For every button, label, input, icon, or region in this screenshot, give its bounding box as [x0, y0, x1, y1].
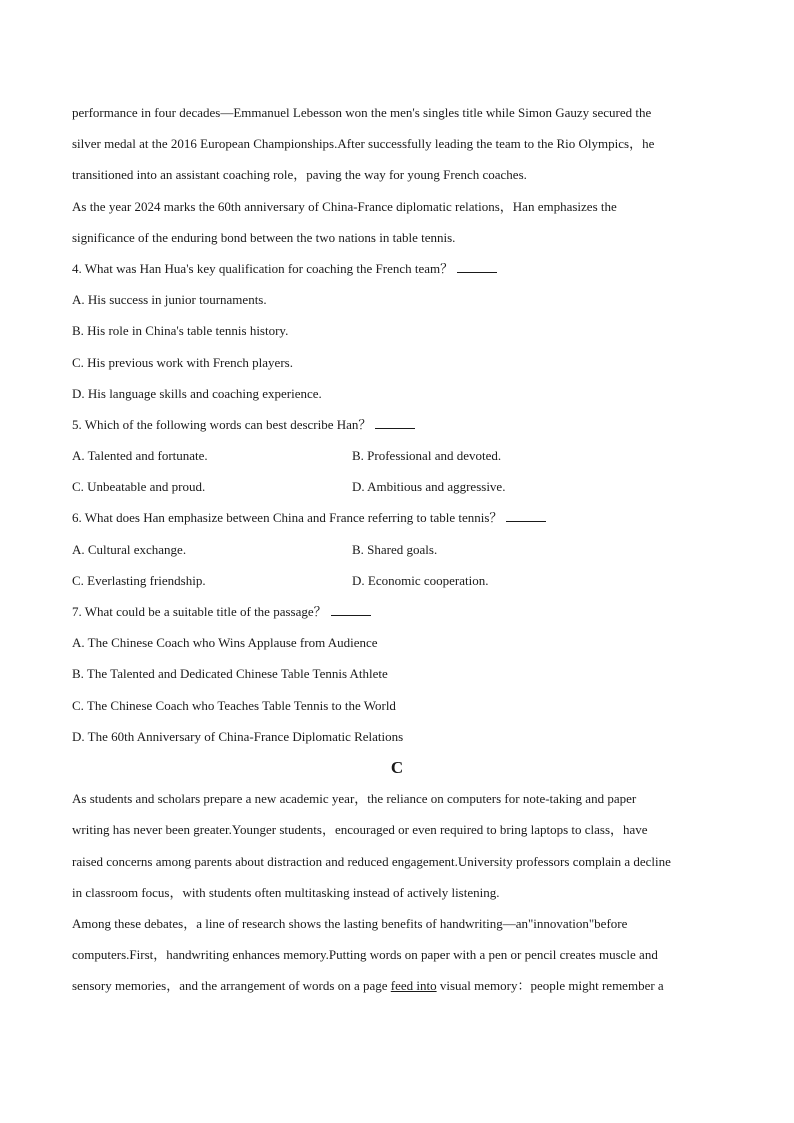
paragraph-line: performance in four decades—Emmanuel Lebesson won the men's singles title while Simon Gauzy secured the: [72, 105, 652, 120]
option: B. The Talented and Dedicated Chinese Table Tennis Athlete: [72, 666, 388, 682]
option: D. Ambitious and aggressive.: [352, 479, 506, 495]
option: A. His success in junior tournaments.: [72, 292, 267, 308]
option: C. Unbeatable and proud.: [72, 479, 206, 495]
paragraph-line: writing has never been greater.Younger students，encouraged or even required to bring laptops to class，have: [72, 822, 648, 838]
question-4: [72, 256, 722, 287]
question-7: [72, 599, 722, 630]
question-stem: 4. What was Han Hua's key qualification for coaching the French team？: [72, 260, 454, 276]
text-segment: sensory memories，and the arrangement of words on a page: [72, 978, 391, 994]
answer-blank[interactable]: [506, 509, 546, 522]
page-content: [72, 100, 722, 1004]
option: B. Professional and devoted.: [352, 448, 502, 464]
paragraph-line: [72, 973, 722, 1004]
option: D. The 60th Anniversary of China-France Diplomatic Relations: [72, 728, 404, 744]
paragraph-line: Among these debates，a line of research shows the lasting benefits of handwriting—an"innovation"before: [72, 915, 628, 931]
question-6: [72, 505, 722, 536]
question-stem: 6. What does Han emphasize between China and France referring to table tennis？: [72, 510, 503, 526]
answer-blank[interactable]: [375, 416, 415, 429]
option: A. Talented and fortunate.: [72, 448, 208, 464]
option: C. The Chinese Coach who Teaches Table Tennis to the World: [72, 697, 396, 713]
question-stem: 5. Which of the following words can best describe Han？: [72, 416, 372, 432]
option: D. His language skills and coaching experience.: [72, 385, 322, 401]
option: D. Economic cooperation.: [352, 572, 489, 588]
option: A. The Chinese Coach who Wins Applause from Audience: [72, 635, 378, 651]
paragraph-line: raised concerns among parents about distraction and reduced engagement.University professors complain a decline: [72, 853, 671, 869]
text-segment: visual memory：people might remember a: [436, 978, 664, 994]
paragraph-line: transitioned into an assistant coaching role，paving the way for young French coaches.: [72, 167, 527, 183]
paragraph-line: As the year 2024 marks the 60th anniversary of China-France diplomatic relations，Han emphasizes the: [72, 198, 617, 214]
paragraph-line: silver medal at the 2016 European Championships.After successfully leading the team to the Rio Olympics，he: [72, 136, 655, 152]
option-row: [72, 443, 722, 474]
paragraph-line: As students and scholars prepare a new academic year，the reliance on computers for note-taking and paper: [72, 791, 637, 807]
option-row: [72, 474, 722, 505]
question-stem: 7. What could be a suitable title of the passage？: [72, 604, 327, 619]
option-row: [72, 568, 722, 599]
section-heading: C: [390, 757, 404, 777]
paragraph-line: computers.First，handwriting enhances memory.Putting words on paper with a pen or pencil creates muscle and: [72, 947, 658, 963]
underlined-phrase: feed into: [390, 978, 437, 994]
option-row: [72, 537, 722, 568]
answer-blank[interactable]: [331, 603, 371, 616]
answer-blank[interactable]: [457, 260, 497, 273]
option: B. Shared goals.: [352, 541, 438, 557]
paragraph-line: significance of the enduring bond between the two nations in table tennis.: [72, 229, 456, 245]
paragraph-line: in classroom focus，with students often multitasking instead of actively listening.: [72, 884, 500, 900]
option: A. Cultural exchange.: [72, 541, 187, 557]
option: C. Everlasting friendship.: [72, 572, 206, 588]
option: B. His role in China's table tennis history.: [72, 323, 289, 339]
option: C. His previous work with French players.: [72, 354, 293, 370]
question-5: [72, 412, 722, 443]
